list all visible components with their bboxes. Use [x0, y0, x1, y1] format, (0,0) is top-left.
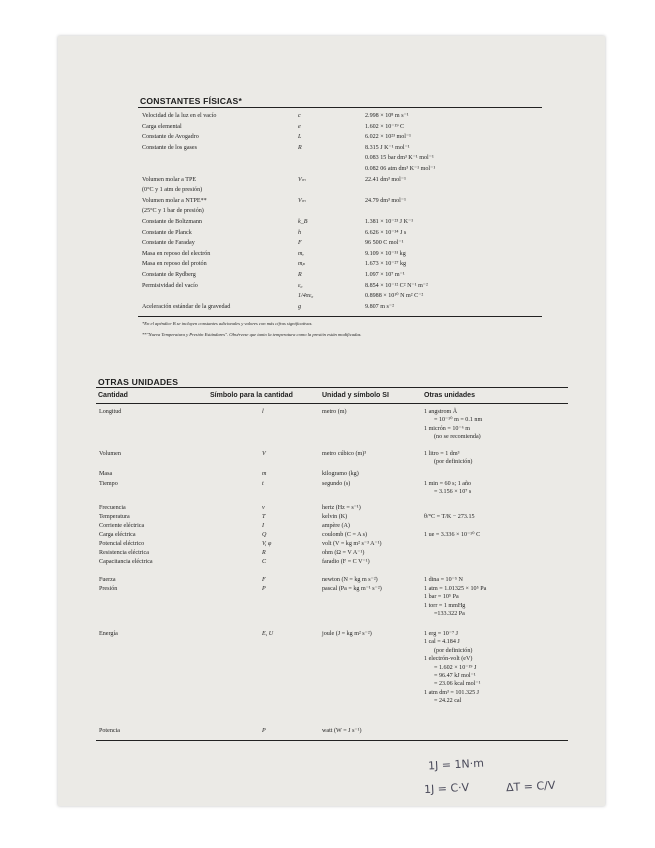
constant-name: Constante de Planck [142, 229, 192, 236]
unit-symbol: V [262, 451, 266, 457]
unit-other: = 23.06 kcal mol⁻¹ [434, 681, 481, 688]
unit-symbol: E, U [262, 631, 274, 637]
unit-other: 1 atm dm³ = 101.325 J [424, 689, 480, 696]
unit-other: = 10⁻¹⁰ m = 0.1 nm [434, 417, 483, 424]
constant-symbol: F [298, 240, 302, 247]
unit-si: newton (N = kg m s⁻²) [322, 577, 378, 583]
constant-name: Velocidad de la luz en el vacío [142, 113, 217, 119]
unit-si: ohm (Ω = V A⁻¹) [322, 550, 365, 556]
constant-symbol: h [298, 229, 302, 236]
unit-other: 1 electrón-volt (eV) [424, 656, 473, 663]
unit-symbol: m [262, 471, 267, 477]
unit-other: =133.322 Pa [434, 611, 465, 618]
constants-bottom-rule [138, 316, 542, 317]
unit-symbol: F [262, 577, 266, 583]
other-units-title: OTRAS UNIDADES [98, 377, 179, 387]
footnote-2: **"Nueva Temperatura y Presión Estándares". Obsérvese que tanto la temperatura como la presión están modificadas. [142, 332, 362, 337]
constant-value: 6.022 × 10²³ mol⁻¹ [365, 134, 411, 141]
unit-other: 1 min = 60 s; 1 año [424, 481, 472, 487]
unit-symbol: Q [262, 532, 267, 538]
unit-other: = 24.22 cal [434, 698, 462, 705]
constant-name: Constante de los gases [142, 144, 198, 151]
unit-symbol: t [262, 481, 264, 487]
unit-si: volt (V = kg m² s⁻³ A⁻¹) [322, 541, 382, 547]
unit-other: 1 cal = 4.184 J [424, 639, 460, 646]
constant-value: 0.083 15 bar dm³ K⁻¹ mol⁻¹ [365, 155, 434, 162]
unit-si: kelvin (K) [322, 514, 348, 520]
other-units-rule-2 [96, 403, 568, 404]
constant-name: Constante de Faraday [142, 240, 195, 247]
constant-symbol: g [298, 303, 302, 310]
unit-quantity: Carga eléctrica [99, 532, 136, 538]
unit-other: (por definición) [434, 459, 473, 466]
unit-symbol: R [262, 550, 266, 556]
unit-si: metro (m) [322, 409, 347, 415]
constant-value: 24.79 dm³ mol⁻¹ [365, 197, 406, 204]
constant-value: 0.082 06 atm dm³ K⁻¹ mol⁻¹ [365, 166, 436, 172]
constant-value: 0.8988 × 10¹⁰ N m² C⁻² [365, 293, 424, 300]
unit-symbol: I [262, 523, 265, 529]
constant-symbol: mₑ [298, 250, 304, 257]
other-units-bottom-rule [96, 740, 568, 741]
unit-other: 1 torr = 1 mmHg [424, 602, 466, 609]
constant-name: (25°C y 1 bar de presión) [142, 208, 204, 215]
constant-name: Constante de Avogadro [142, 134, 199, 141]
unit-si: coulomb (C = A s) [322, 532, 368, 538]
document-page [58, 36, 605, 806]
unit-other: 1 litro = 1 dm³ [424, 451, 460, 457]
unit-other: 1 angstrom Å [424, 409, 458, 415]
unit-other: = 1.602 × 10⁻¹⁹ J [434, 664, 477, 671]
unit-quantity: Capacitancia eléctrica [99, 559, 153, 565]
constant-value: 9.807 m s⁻² [365, 303, 394, 310]
unit-other: 1 ue = 3.336 × 10⁻¹⁰ C [424, 532, 481, 538]
constant-name: Volumen molar a TPE [142, 176, 197, 183]
unit-symbol: C [262, 559, 267, 565]
constant-value: 1.673 × 10⁻²⁷ kg [365, 261, 407, 268]
unit-other: = 3.156 × 10⁷ s [434, 489, 472, 496]
unit-symbol: ν [262, 505, 265, 511]
constant-symbol: c [298, 113, 301, 119]
constant-symbol: mₚ [298, 261, 306, 268]
unit-si: kilogramo (kg) [322, 471, 359, 477]
constant-name: Masa en reposo del protón [142, 261, 207, 268]
unit-si: segundo (s) [322, 481, 351, 487]
header-otras: Otras unidades [424, 392, 475, 399]
constant-value: 8.315 J K⁻¹ mol⁻¹ [365, 144, 410, 151]
constant-symbol: e [298, 123, 301, 130]
unit-si: hertz (Hz = s⁻¹) [322, 505, 361, 511]
constant-value: 1.602 × 10⁻¹⁹ C [365, 123, 405, 130]
constant-value: 9.109 × 10⁻³¹ kg [365, 250, 406, 257]
constant-name: Carga elemental [142, 123, 182, 130]
unit-symbol: P [262, 586, 266, 592]
constant-name: (0°C y 1 atm de presión) [142, 187, 203, 194]
footnote-1: *En el apéndice B se incluyen constantes adicionales y valores con más cifras significativas. [142, 321, 313, 326]
constant-name: Masa en reposo del electrón [142, 250, 211, 257]
constant-symbol: R [298, 144, 302, 151]
unit-si: watt (W = J s⁻¹) [322, 728, 362, 734]
unit-quantity: Tiempo [99, 481, 118, 487]
unit-quantity: Fuerza [99, 577, 116, 583]
constant-name: Volumen molar a NTPE** [142, 197, 207, 204]
unit-quantity: Potencial eléctrico [99, 541, 145, 547]
unit-quantity: Frecuencia [99, 505, 126, 511]
constants-top-rule [138, 107, 542, 108]
header-simbolo: Símbolo para la cantidad [210, 392, 293, 399]
constant-symbol: 1/4πε₀ [298, 293, 314, 300]
constant-symbol: L [298, 134, 302, 141]
handwritten-note-1: 1J = 1N·m [427, 756, 485, 773]
unit-symbol: P [262, 728, 266, 734]
constant-name: Aceleración estándar de la gravedad [142, 303, 231, 310]
constants-title: CONSTANTES FÍSICAS* [140, 96, 242, 106]
unit-other: = 96.47 kJ mol⁻¹ [434, 673, 476, 679]
constant-symbol: ε₀ [298, 282, 303, 289]
constant-value: 8.854 × 10⁻¹² C² N⁻¹ m⁻² [365, 282, 428, 289]
unit-quantity: Longitud [99, 409, 122, 415]
constant-name: Constante de Boltzmann [142, 219, 202, 225]
unit-other: (no se recomienda) [434, 434, 481, 441]
constant-value: 1.381 × 10⁻²³ J K⁻¹ [365, 219, 414, 225]
constant-symbol: R [298, 272, 302, 278]
other-units-rule-1 [96, 387, 568, 388]
handwritten-note-2: 1J = C·V [423, 780, 470, 797]
unit-quantity: Potencia [99, 728, 120, 734]
unit-si: pascal (Pa = kg m⁻¹ s⁻²) [322, 586, 382, 592]
constant-name: Constante de Rydberg [142, 272, 196, 278]
constant-value: 2.998 × 10⁸ m s⁻¹ [365, 113, 409, 119]
unit-other: 1 atm = 1.01325 × 10⁵ Pa [424, 586, 487, 592]
constant-symbol: Vₘ [298, 176, 306, 183]
unit-quantity: Resistencia eléctrica [99, 550, 149, 556]
unit-si: ampère (A) [322, 523, 350, 529]
unit-symbol: T [262, 514, 266, 520]
header-cantidad: Cantidad [98, 392, 128, 399]
constant-value: 1.097 × 10⁷ m⁻¹ [365, 272, 405, 278]
constant-symbol: k_B [298, 219, 308, 225]
constant-name: Permisividad del vacío [142, 282, 198, 289]
unit-quantity: Energía [99, 631, 118, 637]
unit-si: metro cúbico (m)³ [322, 451, 367, 457]
unit-quantity: Masa [99, 471, 113, 477]
unit-quantity: Temperatura [99, 514, 130, 520]
constant-symbol: Vₘ [298, 197, 306, 204]
handwritten-note-3: ΔT = C/V [505, 778, 556, 795]
unit-other: θ/°C = T/K − 273.15 [424, 514, 475, 520]
unit-other: 1 micrón = 10⁻⁶ m [424, 425, 471, 432]
constant-value: 96 500 C mol⁻¹ [365, 240, 404, 247]
unit-si: joule (J = kg m² s⁻²) [322, 631, 372, 637]
header-unidad: Unidad y símbolo SI [322, 392, 389, 399]
unit-symbol: l [262, 409, 264, 415]
unit-quantity: Presión [99, 586, 118, 592]
unit-quantity: Corriente eléctrica [99, 523, 145, 529]
constant-value: 22.41 dm³ mol⁻¹ [365, 176, 406, 183]
unit-other: (por definición) [434, 647, 473, 654]
unit-si: faradio (F = C V⁻¹) [322, 559, 370, 565]
unit-quantity: Volumen [99, 451, 121, 457]
constant-value: 6.626 × 10⁻³⁴ J s [365, 229, 407, 236]
unit-symbol: V, φ [262, 541, 272, 547]
unit-other: 1 erg = 10⁻⁷ J [424, 631, 459, 637]
unit-other: 1 bar = 10⁵ Pa [424, 594, 459, 601]
unit-other: 1 dina = 10⁻⁵ N [424, 577, 463, 583]
